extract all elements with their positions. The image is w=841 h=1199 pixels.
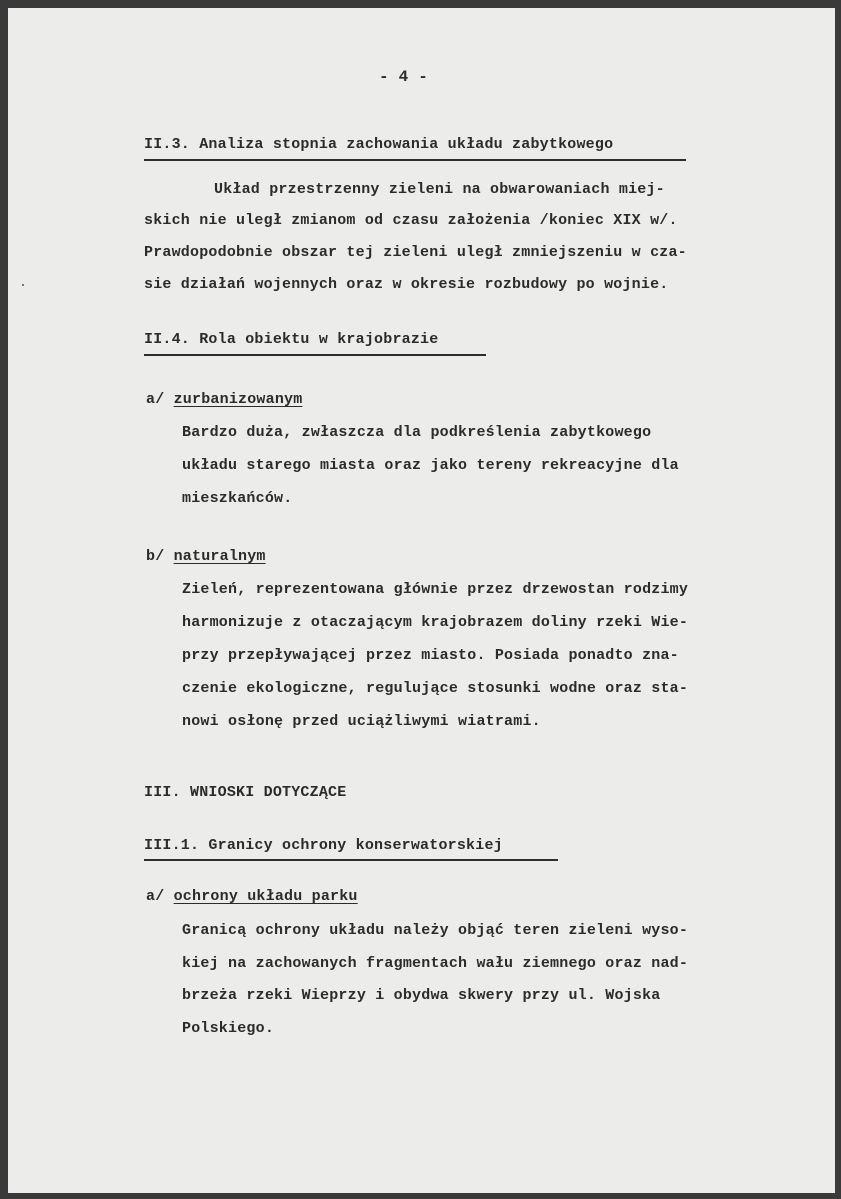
heading-iii: III. WNIOSKI DOTYCZĄCE	[144, 784, 347, 801]
heading-underline	[144, 859, 558, 861]
subsection-label: naturalnym	[173, 548, 266, 565]
subsection-prefix: a/	[146, 391, 174, 408]
paragraph-line: Polskiego.	[182, 1020, 275, 1037]
paragraph-line: nowi osłonę przed uciążliwymi wiatrami.	[182, 713, 541, 730]
paragraph-line: Prawdopodobnie obszar tej zieleni uległ zmniejszeniu w cza-	[144, 244, 687, 261]
paragraph-line: sie działań wojennych oraz w okresie rozbudowy po wojnie.	[144, 276, 669, 293]
heading-underline	[144, 159, 686, 161]
heading-ii-3: II.3. Analiza stopnia zachowania układu zabytkowego	[144, 136, 614, 153]
subsection-label: zurbanizowanym	[173, 391, 303, 408]
paragraph-line: brzeża rzeki Wieprzy i obydwa skwery przy ul. Wojska	[182, 987, 661, 1004]
paragraph-line: harmonizuje z otaczającym krajobrazem doliny rzeki Wie-	[182, 614, 689, 631]
subsection-label: ochrony układu parku	[173, 888, 358, 905]
subsection-b	[146, 548, 266, 565]
paragraph-line: skich nie uległ zmianom od czasu założenia /koniec XIX w/.	[144, 212, 678, 229]
paragraph-line: Zieleń, reprezentowana głównie przez drzewostan rodzimy	[182, 581, 689, 598]
paragraph-line: kiej na zachowanych fragmentach wału ziemnego oraz nad-	[182, 955, 689, 972]
paragraph-line: Bardzo duża, zwłaszcza dla podkreślenia zabytkowego	[182, 424, 652, 441]
paragraph-line: Układ przestrzenny zieleni na obwarowaniach miej-	[214, 181, 665, 198]
subsection-prefix: b/	[146, 548, 174, 565]
heading-underline	[144, 354, 486, 356]
heading-ii-4: II.4. Rola obiektu w krajobrazie	[144, 331, 439, 348]
paragraph-line: czenie ekologiczne, regulujące stosunki wodne oraz sta-	[182, 680, 689, 697]
paragraph-line: przy przepływającej przez miasto. Posiada ponadto zna-	[182, 647, 679, 664]
subsection-a	[146, 888, 358, 905]
document-page	[8, 8, 835, 1193]
page-number: - 4 -	[379, 68, 429, 86]
subsection-prefix: a/	[146, 888, 174, 905]
paragraph-line: Granicą ochrony układu należy objąć teren zieleni wyso-	[182, 922, 689, 939]
heading-iii-1: III.1. Granicy ochrony konserwatorskiej	[144, 837, 503, 854]
scan-speck	[22, 284, 24, 286]
paragraph-line: mieszkańców.	[182, 490, 293, 507]
paragraph-line: układu starego miasta oraz jako tereny rekreacyjne dla	[182, 457, 679, 474]
subsection-a	[146, 391, 302, 408]
